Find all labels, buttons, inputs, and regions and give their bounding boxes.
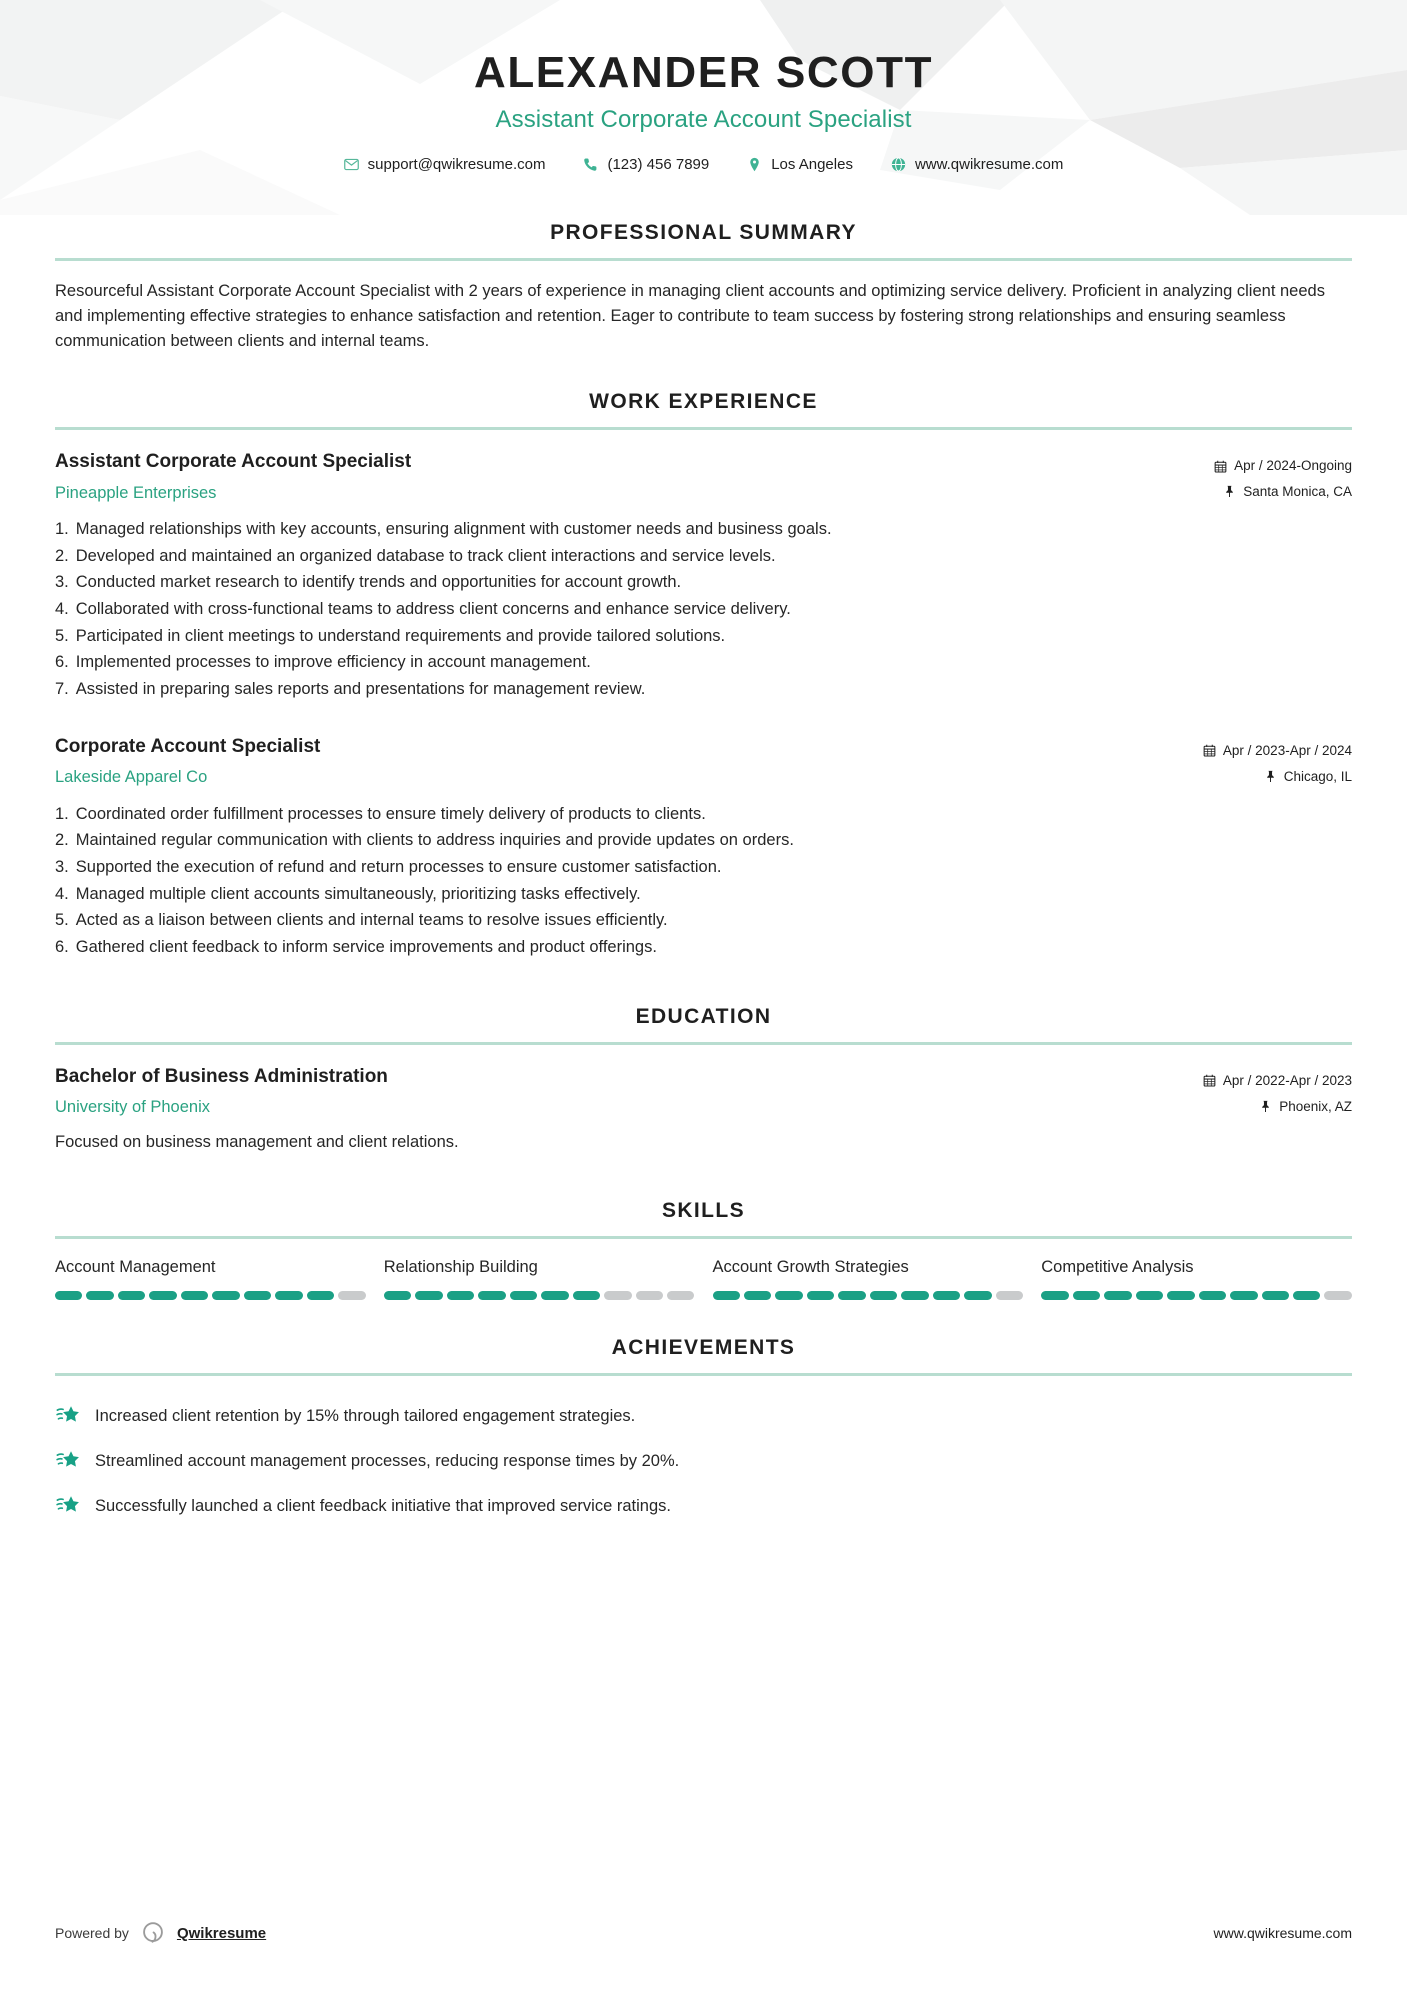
skill-segment bbox=[1262, 1291, 1289, 1300]
job-dates bbox=[1203, 738, 1352, 764]
skill-segment bbox=[1041, 1291, 1068, 1300]
page-footer bbox=[0, 1920, 1407, 1946]
achievement-item bbox=[55, 1484, 1352, 1529]
achievement-text: Successfully launched a client feedback initiative that improved service ratings. bbox=[95, 1497, 671, 1516]
section-skills bbox=[55, 1199, 1352, 1300]
bullet-item: 5. Participated in client meetings to understand requirements and provide tailored solutions. bbox=[55, 623, 1352, 650]
skill-item bbox=[55, 1257, 366, 1300]
job-location-value: Chicago, IL bbox=[1283, 768, 1352, 784]
contact-phone-value: (123) 456 7899 bbox=[607, 155, 710, 173]
job-dates-value: Apr / 2024-Ongoing bbox=[1234, 458, 1352, 474]
skill-segment bbox=[1073, 1291, 1100, 1300]
achievement-text: Increased client retention by 15% through tailored engagement strategies. bbox=[95, 1407, 636, 1426]
bullet-text: Coordinated order fulfillment processes to ensure timely delivery of products to clients. bbox=[75, 804, 706, 823]
bullet-text: Supported the execution of refund and return processes to ensure customer satisfaction. bbox=[75, 857, 722, 876]
contact-website-value: www.qwikresume.com bbox=[914, 155, 1064, 173]
skill-segment bbox=[1167, 1291, 1194, 1300]
shooting-star-icon bbox=[55, 1448, 82, 1475]
skill-segment bbox=[901, 1291, 928, 1300]
work-entry-header bbox=[55, 733, 1352, 790]
section-divider bbox=[55, 427, 1352, 430]
bullet-item: 4. Managed multiple client accounts simultaneously, prioritizing tasks effectively. bbox=[55, 881, 1352, 908]
job-role: Corporate Account Specialist bbox=[55, 735, 321, 757]
skill-segment bbox=[244, 1291, 271, 1300]
bullet-item: 2. Developed and maintained an organized database to track client interactions and service levels. bbox=[55, 543, 1352, 570]
skill-rating-bar bbox=[55, 1291, 366, 1300]
skill-segment bbox=[86, 1291, 113, 1300]
achievement-item bbox=[55, 1439, 1352, 1484]
skill-segment bbox=[338, 1291, 365, 1300]
bullet-item: 2. Maintained regular communication with clients to address inquiries and provide updates on orders. bbox=[55, 827, 1352, 854]
skill-segment bbox=[478, 1291, 505, 1300]
skill-segment bbox=[55, 1291, 82, 1300]
skill-rating-bar bbox=[713, 1291, 1024, 1300]
skill-segment bbox=[744, 1291, 771, 1300]
job-dates bbox=[1214, 453, 1352, 479]
bullet-text: Managed multiple client accounts simultaneously, prioritizing tasks effectively. bbox=[75, 884, 641, 903]
skill-segment bbox=[996, 1291, 1023, 1300]
work-entry bbox=[55, 448, 1352, 703]
job-role: Assistant Corporate Account Specialist bbox=[55, 451, 412, 473]
skill-item bbox=[713, 1257, 1024, 1300]
job-dates-value: Apr / 2023-Apr / 2024 bbox=[1222, 742, 1352, 758]
pushpin-icon bbox=[1223, 485, 1236, 498]
skills-grid bbox=[55, 1257, 1352, 1300]
skill-segment bbox=[415, 1291, 442, 1300]
location-pin-icon bbox=[747, 157, 762, 172]
skill-segment bbox=[1136, 1291, 1163, 1300]
contact-row bbox=[0, 156, 1407, 173]
bullet-text: Developed and maintained an organized database to track client interactions and service levels. bbox=[75, 546, 776, 565]
skill-item bbox=[384, 1257, 695, 1300]
skill-segment bbox=[118, 1291, 145, 1300]
skill-segment bbox=[573, 1291, 600, 1300]
skill-segment bbox=[775, 1291, 802, 1300]
skill-label: Account Growth Strategies bbox=[712, 1257, 909, 1276]
brand-link[interactable]: Qwikresume bbox=[176, 1924, 267, 1942]
calendar-icon bbox=[1203, 744, 1216, 757]
school-name: University of Phoenix bbox=[55, 1098, 210, 1117]
phone-icon bbox=[583, 157, 598, 172]
section-heading: PROFESSIONAL SUMMARY bbox=[550, 221, 857, 244]
education-dates-value: Apr / 2022-Apr / 2023 bbox=[1222, 1072, 1352, 1088]
shooting-star-icon bbox=[55, 1403, 82, 1430]
skill-segment bbox=[275, 1291, 302, 1300]
skill-segment bbox=[1104, 1291, 1131, 1300]
bullet-item: 3. Conducted market research to identify trends and opportunities for account growth. bbox=[55, 569, 1352, 596]
skill-item bbox=[1041, 1257, 1352, 1300]
skill-segment bbox=[713, 1291, 740, 1300]
education-location bbox=[1203, 1094, 1352, 1120]
bullet-item: 1. Managed relationships with key accounts, ensuring alignment with customer needs and business goals. bbox=[55, 516, 1352, 543]
bullet-text: Assisted in preparing sales reports and presentations for management review. bbox=[75, 680, 646, 699]
job-bullets bbox=[55, 516, 1352, 703]
achievement-item bbox=[55, 1394, 1352, 1439]
header-job-title: Assistant Corporate Account Specialist bbox=[495, 105, 912, 133]
job-company: Pineapple Enterprises bbox=[55, 483, 217, 502]
contact-location[interactable] bbox=[728, 156, 872, 173]
section-work-experience bbox=[55, 390, 1352, 961]
skill-label: Account Management bbox=[55, 1257, 216, 1276]
contact-email-value: support@qwikresume.com bbox=[367, 155, 546, 173]
section-professional-summary bbox=[55, 221, 1352, 354]
skill-segment bbox=[149, 1291, 176, 1300]
skill-segment bbox=[1199, 1291, 1226, 1300]
bullet-text: Gathered client feedback to inform service improvements and product offerings. bbox=[75, 938, 657, 957]
education-entry bbox=[55, 1063, 1352, 1155]
achievements-list bbox=[55, 1394, 1352, 1529]
section-achievements bbox=[55, 1336, 1352, 1529]
skill-segment bbox=[541, 1291, 568, 1300]
contact-website[interactable] bbox=[872, 156, 1082, 173]
bullet-item: 6. Implemented processes to improve efficiency in account management. bbox=[55, 649, 1352, 676]
education-location-value: Phoenix, AZ bbox=[1279, 1098, 1352, 1114]
resume-header bbox=[0, 0, 1407, 215]
skill-segment bbox=[933, 1291, 960, 1300]
job-location bbox=[1214, 479, 1352, 505]
contact-location-value: Los Angeles bbox=[771, 155, 853, 173]
bullet-text: Collaborated with cross-functional teams to address client concerns and enhance service delivery. bbox=[75, 600, 791, 619]
bullet-text: Implemented processes to improve efficiency in account management. bbox=[75, 653, 591, 672]
skill-segment bbox=[807, 1291, 834, 1300]
bullet-text: Managed relationships with key accounts, ensuring alignment with customer needs and business goals. bbox=[75, 519, 832, 538]
section-divider bbox=[55, 1373, 1352, 1376]
bullet-item: 3. Supported the execution of refund and return processes to ensure customer satisfaction. bbox=[55, 854, 1352, 881]
contact-phone[interactable] bbox=[564, 156, 728, 173]
skill-segment bbox=[212, 1291, 239, 1300]
education-entry-header bbox=[55, 1063, 1352, 1120]
work-entry bbox=[55, 733, 1352, 961]
skill-rating-bar bbox=[1041, 1291, 1352, 1300]
bullet-text: Maintained regular communication with clients to address inquiries and provide updates on orders. bbox=[75, 831, 794, 850]
degree-title: Bachelor of Business Administration bbox=[55, 1065, 388, 1087]
page-title: ALEXANDER SCOTT bbox=[473, 48, 934, 97]
job-company: Lakeside Apparel Co bbox=[55, 768, 208, 787]
bullet-item: 6. Gathered client feedback to inform service improvements and product offerings. bbox=[55, 934, 1352, 961]
summary-text: Resourceful Assistant Corporate Account Specialist with 2 years of experience in managing client accounts and optimizing service delivery. Proficient in analyzing client needs and implementing effective strategies to enhance satisfaction and retention. Eager to contribute to team success by fostering strong relationships and ensuring seamless communication between clients and internal teams. bbox=[55, 282, 1325, 351]
skill-segment bbox=[636, 1291, 663, 1300]
education-dates bbox=[1203, 1068, 1352, 1094]
bullet-item: 4. Collaborated with cross-functional teams to address client concerns and enhance service delivery. bbox=[55, 596, 1352, 623]
skill-label: Relationship Building bbox=[383, 1257, 538, 1276]
skill-segment bbox=[1230, 1291, 1257, 1300]
section-education bbox=[55, 1005, 1352, 1155]
calendar-icon bbox=[1203, 1074, 1216, 1087]
footer-branding bbox=[55, 1920, 266, 1946]
bullet-text: Participated in client meetings to understand requirements and provide tailored solutions. bbox=[75, 626, 726, 645]
bullet-item: 7. Assisted in preparing sales reports and presentations for management review. bbox=[55, 676, 1352, 703]
skill-segment bbox=[838, 1291, 865, 1300]
skill-segment bbox=[1324, 1291, 1351, 1300]
email-icon bbox=[344, 157, 359, 172]
skill-segment bbox=[870, 1291, 897, 1300]
powered-by-label: Powered by bbox=[55, 1925, 129, 1941]
pushpin-icon bbox=[1264, 770, 1277, 783]
section-heading: ACHIEVEMENTS bbox=[611, 1336, 796, 1360]
skill-segment bbox=[307, 1291, 334, 1300]
job-location-value: Santa Monica, CA bbox=[1243, 483, 1352, 499]
skill-rating-bar bbox=[384, 1291, 695, 1300]
job-location bbox=[1203, 764, 1352, 790]
globe-icon bbox=[891, 157, 906, 172]
bullet-item: 1. Coordinated order fulfillment processes to ensure timely delivery of products to clients. bbox=[55, 801, 1352, 828]
bullet-item: 5. Acted as a liaison between clients and internal teams to resolve issues efficiently. bbox=[55, 907, 1352, 934]
shooting-star-icon bbox=[55, 1493, 82, 1520]
section-heading: WORK EXPERIENCE bbox=[589, 390, 818, 414]
section-divider bbox=[55, 258, 1352, 261]
contact-email[interactable] bbox=[325, 156, 565, 173]
skill-segment bbox=[1293, 1291, 1320, 1300]
section-divider bbox=[55, 1042, 1352, 1045]
skill-segment bbox=[510, 1291, 537, 1300]
skill-label: Competitive Analysis bbox=[1041, 1257, 1194, 1276]
bullet-text: Acted as a liaison between clients and internal teams to resolve issues efficiently. bbox=[75, 911, 668, 930]
bullet-text: Conducted market research to identify trends and opportunities for account growth. bbox=[75, 573, 682, 592]
work-entry-header bbox=[55, 448, 1352, 505]
qwikresume-logo-icon bbox=[140, 1920, 166, 1946]
skill-segment bbox=[384, 1291, 411, 1300]
achievement-text: Streamlined account management processes, reducing response times by 20%. bbox=[95, 1452, 680, 1471]
calendar-icon bbox=[1214, 460, 1227, 473]
skill-segment bbox=[667, 1291, 694, 1300]
pushpin-icon bbox=[1259, 1100, 1272, 1113]
skill-segment bbox=[604, 1291, 631, 1300]
skill-segment bbox=[447, 1291, 474, 1300]
skill-segment bbox=[964, 1291, 991, 1300]
skill-segment bbox=[181, 1291, 208, 1300]
section-heading: EDUCATION bbox=[635, 1004, 772, 1028]
education-description: Focused on business management and client relations. bbox=[55, 1132, 459, 1151]
section-divider bbox=[55, 1236, 1352, 1239]
section-heading: SKILLS bbox=[661, 1198, 746, 1222]
job-bullets bbox=[55, 801, 1352, 961]
footer-website[interactable]: www.qwikresume.com bbox=[1213, 1925, 1352, 1941]
